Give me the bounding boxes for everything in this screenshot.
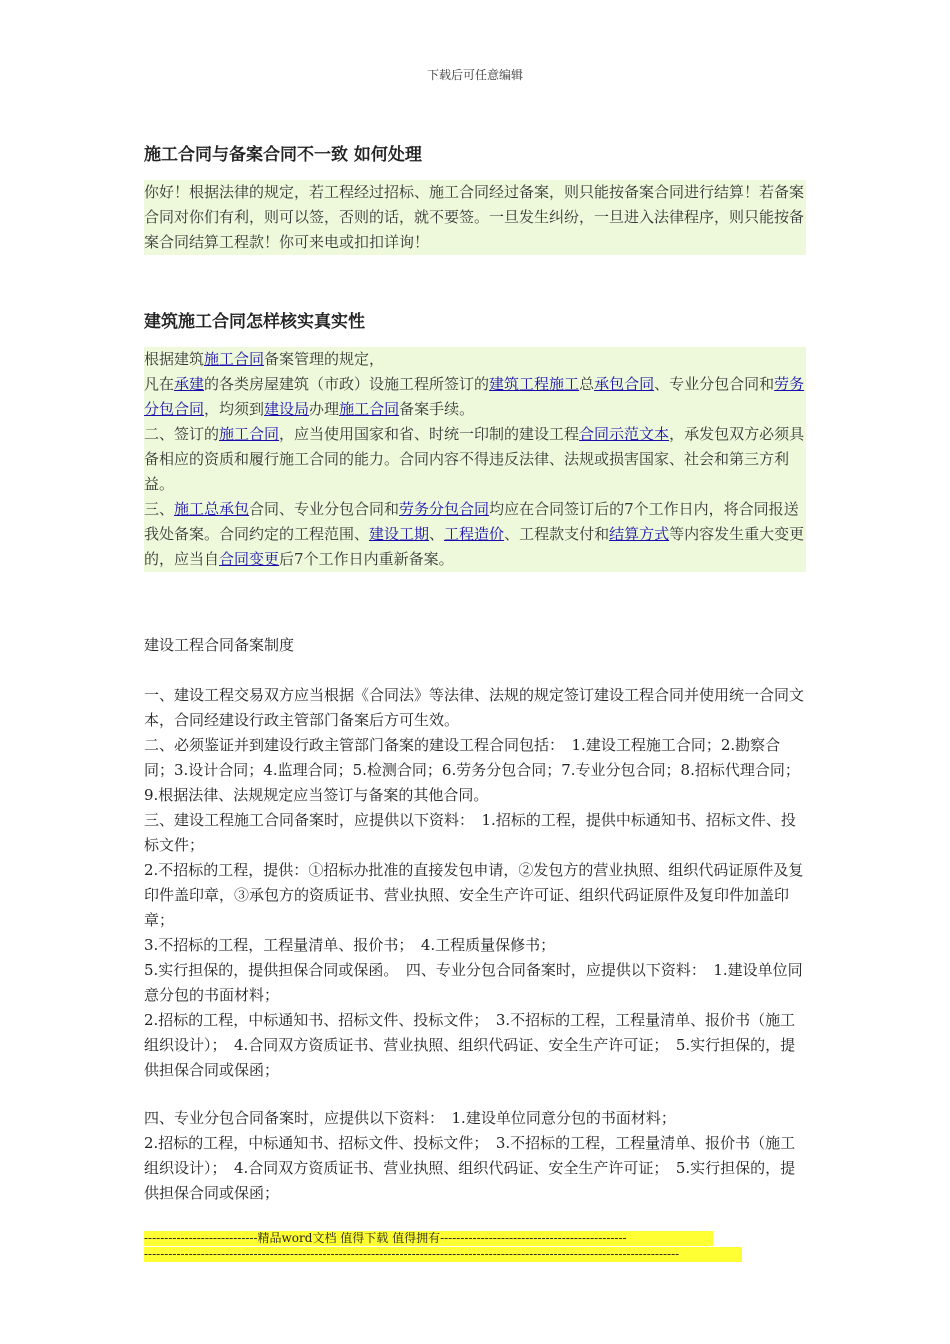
answer-para-3: 二、签订的施工合同，应当使用国家和省、时统一印制的建设工程合同示范文本，承发包双方必须具备相应的资质和履行施工合同的能力。合同内容不得违反法律、法规或损害国家、社会和第三方利益。 bbox=[144, 425, 805, 493]
answer-box-2 bbox=[144, 347, 806, 572]
link-jianzhu-gongcheng-shigong[interactable]: 建筑工程施工 bbox=[489, 375, 580, 393]
section3-body-2 bbox=[144, 1106, 806, 1206]
link-hetong-shifan-wenben[interactable]: 合同示范文本 bbox=[579, 425, 670, 443]
link-chengjian[interactable]: 承建 bbox=[174, 375, 205, 393]
link-jianshe-gongqi[interactable]: 建设工期 bbox=[369, 525, 430, 543]
footer-banner-line-1: ----------------------------精品word文档 值得下载 值得拥有---------------------------------------------- bbox=[144, 1231, 713, 1246]
link-shigong-zongchengbao[interactable]: 施工总承包 bbox=[174, 500, 250, 518]
section-title-3: 建设工程合同备案制度 bbox=[144, 636, 295, 654]
section3-body-1 bbox=[144, 683, 806, 1083]
section-title-2: 建筑施工合同怎样核实真实性 bbox=[144, 312, 365, 332]
link-hetong-biangeng[interactable]: 合同变更 bbox=[219, 550, 280, 568]
link-shigong-hetong-2[interactable]: 施工合同 bbox=[339, 400, 400, 418]
body-para: 四、专业分包合同备案时，应提供以下资料： 1.建设单位同意分包的书面材料； bbox=[144, 1109, 676, 1127]
footer-banner-line-2: ------------------------------------------------------------------------------------------------------------------------------------ bbox=[144, 1247, 742, 1262]
body-para: 3.不招标的工程，工程量清单、报价书； 4.工程质量保修书； bbox=[144, 936, 556, 954]
body-para: 2.招标的工程，中标通知书、招标文件、投标文件； 3.不招标的工程，工程量清单、报价书（施工组织设计）； 4.合同双方资质证书、营业执照、组织代码证、安全生产许可证； 5.实行担保的，提供担保合同或保函； bbox=[144, 1134, 796, 1202]
body-para: 5.实行担保的，提供担保合同或保函。 四、专业分包合同备案时，应提供以下资料： 1.建设单位同意分包的书面材料； bbox=[144, 961, 803, 1004]
answer-para-2: 凡在承建的各类房屋建筑（市政）设施工程所签订的建筑工程施工总承包合同、专业分包合同和劳务分包合同，均须到建设局办理施工合同备案手续。 bbox=[144, 375, 805, 418]
body-para: 2.不招标的工程，提供：①招标办批准的直接发包申请，②发包方的营业执照、组织代码证原件及复印件盖印章，③承包方的资质证书、营业执照、安全生产许可证、组织代码证原件及复印件加盖印章； bbox=[144, 861, 804, 929]
link-jiansheju[interactable]: 建设局 bbox=[264, 400, 310, 418]
body-para: 三、建设工程施工合同备案时，应提供以下资料： 1.招标的工程，提供中标通知书、招标文件、投标文件； bbox=[144, 811, 796, 854]
answer-box-1 bbox=[144, 180, 806, 255]
page-header: 下载后可任意编辑 bbox=[426, 68, 523, 82]
link-chengbao-hetong[interactable]: 承包合同 bbox=[594, 375, 655, 393]
section-title-1: 施工合同与备案合同不一致 如何处理 bbox=[144, 145, 422, 165]
link-shigong-hetong-3[interactable]: 施工合同 bbox=[219, 425, 280, 443]
answer-text: 你好！根据法律的规定，若工程经过招标、施工合同经过备案，则只能按备案合同进行结算！若备案合同对你们有利，则可以签，否则的话，就不要签。一旦发生纠纷，一旦进入法律程序，则只能按备案合同结算工程款！你可来电或扣扣详询！ bbox=[144, 183, 805, 251]
body-para: 一、建设工程交易双方应当根据《合同法》等法律、法规的规定签订建设工程合同并使用统一合同文本，合同经建设行政主管部门备案后方可生效。 bbox=[144, 686, 805, 729]
body-para: 二、必须鉴证并到建设行政主管部门备案的建设工程合同包括： 1.建设工程施工合同；2.勘察合同；3.设计合同；4.监理合同；5.检测合同；6.劳务分包合同；7.专业分包合同；8.招标代理合同；9.根据法律、法规规定应当签订与备案的其他合同。 bbox=[144, 736, 800, 804]
link-laowu-fenbao-hetong-2[interactable]: 劳务分包合同 bbox=[399, 500, 490, 518]
answer-para-4: 三、施工总承包合同、专业分包合同和劳务分包合同均应在合同签订后的7个工作日内，将合同报送我处备案。合同约定的工程范围、建设工期、工程造价、工程款支付和结算方式等内容发生重大变更的，应当自合同变更后7个工作日内重新备案。 bbox=[144, 500, 805, 568]
body-para: 2.招标的工程，中标通知书、招标文件、投标文件； 3.不招标的工程，工程量清单、报价书（施工组织设计）； 4.合同双方资质证书、营业执照、组织代码证、安全生产许可证； 5.实行担保的，提供担保合同或保函； bbox=[144, 1011, 796, 1079]
link-jiesuan-fangshi[interactable]: 结算方式 bbox=[609, 525, 670, 543]
answer-para-1: 根据建筑施工合同备案管理的规定， bbox=[144, 350, 385, 368]
link-gongcheng-zaojia[interactable]: 工程造价 bbox=[444, 525, 505, 543]
link-shigong-hetong[interactable]: 施工合同 bbox=[204, 350, 265, 368]
link-laowu-fenbao-hetong[interactable]: 劳务分包合同 bbox=[144, 375, 805, 418]
